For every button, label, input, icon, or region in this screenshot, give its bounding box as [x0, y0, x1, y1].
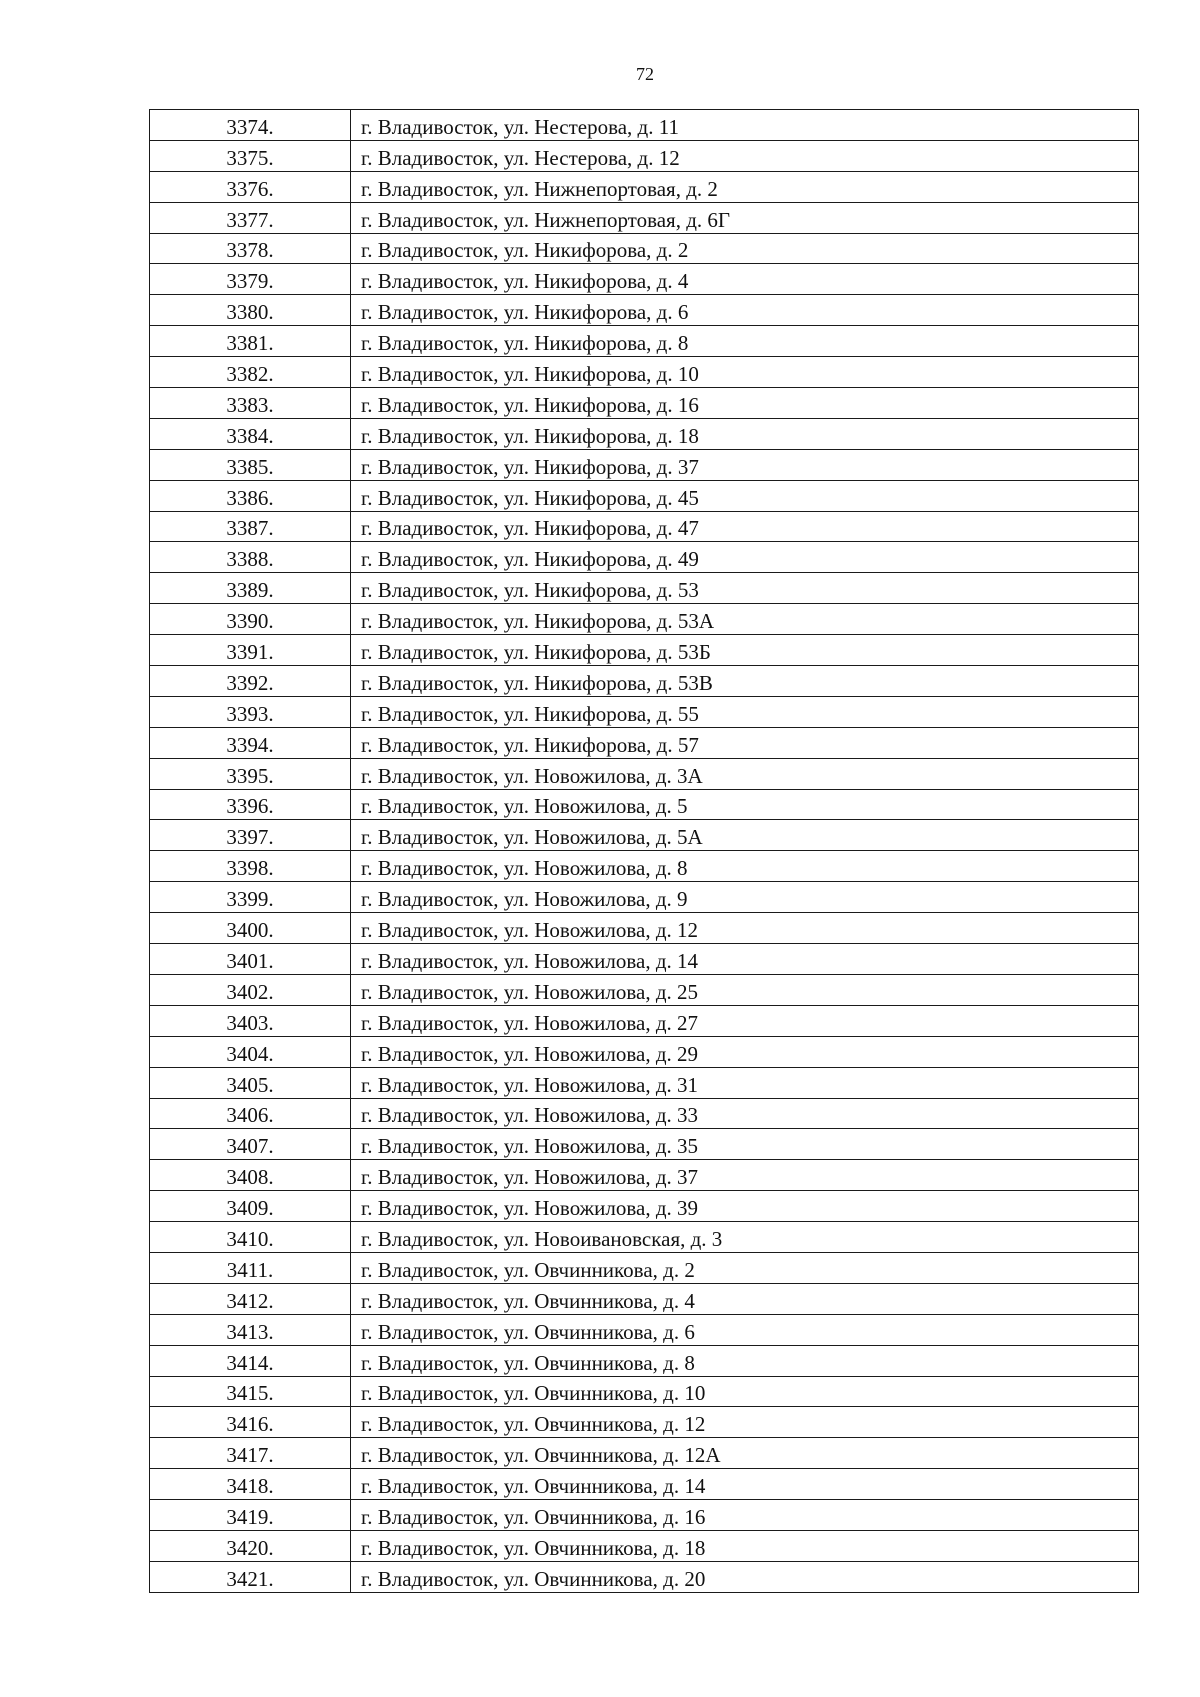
table-row [150, 202, 1139, 233]
address-cell: г. Владивосток, ул. Никифорова, д. 45 [351, 480, 1139, 511]
row-number-cell: 3386. [150, 480, 351, 511]
address-cell: г. Владивосток, ул. Никифорова, д. 53В [351, 666, 1139, 697]
address-cell: г. Владивосток, ул. Новожилова, д. 25 [351, 974, 1139, 1005]
address-cell: г. Владивосток, ул. Никифорова, д. 47 [351, 511, 1139, 542]
address-cell: г. Владивосток, ул. Новожилова, д. 29 [351, 1036, 1139, 1067]
page-number: 72 [636, 64, 654, 84]
table-row [150, 758, 1139, 789]
table-row [150, 1222, 1139, 1253]
row-number-cell: 3388. [150, 542, 351, 573]
row-number-cell: 3398. [150, 851, 351, 882]
row-number-cell: 3406. [150, 1098, 351, 1129]
address-cell: г. Владивосток, ул. Новожилова, д. 5 [351, 789, 1139, 820]
address-cell: г. Владивосток, ул. Новожилова, д. 27 [351, 1005, 1139, 1036]
table-row [150, 944, 1139, 975]
address-cell: г. Владивосток, ул. Овчинникова, д. 14 [351, 1469, 1139, 1500]
address-cell: г. Владивосток, ул. Новожилова, д. 3А [351, 758, 1139, 789]
table-row [150, 789, 1139, 820]
row-number-cell: 3407. [150, 1129, 351, 1160]
row-number-cell: 3376. [150, 171, 351, 202]
table-row [150, 388, 1139, 419]
row-number-cell: 3392. [150, 666, 351, 697]
table-row [150, 1160, 1139, 1191]
row-number-cell: 3399. [150, 882, 351, 913]
address-cell: г. Владивосток, ул. Новожилова, д. 8 [351, 851, 1139, 882]
table-row [150, 542, 1139, 573]
table-row [150, 264, 1139, 295]
table-row [150, 1191, 1139, 1222]
row-number-cell: 3416. [150, 1407, 351, 1438]
row-number-cell: 3383. [150, 388, 351, 419]
row-number-cell: 3394. [150, 727, 351, 758]
table-row [150, 666, 1139, 697]
address-cell: г. Владивосток, ул. Новожилова, д. 31 [351, 1067, 1139, 1098]
table-row [150, 1314, 1139, 1345]
row-number-cell: 3385. [150, 449, 351, 480]
address-cell: г. Владивосток, ул. Новожилова, д. 12 [351, 913, 1139, 944]
address-cell: г. Владивосток, ул. Овчинникова, д. 12А [351, 1438, 1139, 1469]
address-cell: г. Владивосток, ул. Никифорова, д. 2 [351, 233, 1139, 264]
row-number-cell: 3374. [150, 110, 351, 141]
row-number-cell: 3391. [150, 635, 351, 666]
table-row [150, 1005, 1139, 1036]
row-number-cell: 3417. [150, 1438, 351, 1469]
address-cell: г. Владивосток, ул. Никифорова, д. 53Б [351, 635, 1139, 666]
row-number-cell: 3418. [150, 1469, 351, 1500]
row-number-cell: 3380. [150, 295, 351, 326]
address-cell: г. Владивосток, ул. Овчинникова, д. 4 [351, 1283, 1139, 1314]
address-cell: г. Владивосток, ул. Никифорова, д. 57 [351, 727, 1139, 758]
table-row [150, 418, 1139, 449]
table-row [150, 1407, 1139, 1438]
address-cell: г. Владивосток, ул. Новожилова, д. 9 [351, 882, 1139, 913]
row-number-cell: 3421. [150, 1561, 351, 1592]
table-row [150, 974, 1139, 1005]
table-row [150, 1500, 1139, 1531]
row-number-cell: 3396. [150, 789, 351, 820]
table-row [150, 573, 1139, 604]
row-number-cell: 3420. [150, 1530, 351, 1561]
table-row [150, 1283, 1139, 1314]
table-row [150, 171, 1139, 202]
row-number-cell: 3414. [150, 1345, 351, 1376]
table-row [150, 480, 1139, 511]
address-cell: г. Владивосток, ул. Овчинникова, д. 2 [351, 1252, 1139, 1283]
address-cell: г. Владивосток, ул. Новожилова, д. 35 [351, 1129, 1139, 1160]
row-number-cell: 3411. [150, 1252, 351, 1283]
address-cell: г. Владивосток, ул. Никифорова, д. 8 [351, 326, 1139, 357]
address-cell: г. Владивосток, ул. Овчинникова, д. 16 [351, 1500, 1139, 1531]
address-table-body [150, 110, 1139, 1593]
row-number-cell: 3410. [150, 1222, 351, 1253]
table-row [150, 1345, 1139, 1376]
row-number-cell: 3375. [150, 140, 351, 171]
table-row [150, 140, 1139, 171]
table-row [150, 1438, 1139, 1469]
address-cell: г. Владивосток, ул. Овчинникова, д. 12 [351, 1407, 1139, 1438]
row-number-cell: 3381. [150, 326, 351, 357]
address-cell: г. Владивосток, ул. Никифорова, д. 37 [351, 449, 1139, 480]
table-row [150, 326, 1139, 357]
address-cell: г. Владивосток, ул. Новоивановская, д. 3 [351, 1222, 1139, 1253]
table-row [150, 357, 1139, 388]
row-number-cell: 3379. [150, 264, 351, 295]
row-number-cell: 3384. [150, 418, 351, 449]
address-cell: г. Владивосток, ул. Никифорова, д. 6 [351, 295, 1139, 326]
table-row [150, 727, 1139, 758]
address-cell: г. Владивосток, ул. Овчинникова, д. 20 [351, 1561, 1139, 1592]
table-row [150, 110, 1139, 141]
row-number-cell: 3413. [150, 1314, 351, 1345]
table-row [150, 511, 1139, 542]
row-number-cell: 3377. [150, 202, 351, 233]
row-number-cell: 3378. [150, 233, 351, 264]
row-number-cell: 3405. [150, 1067, 351, 1098]
address-cell: г. Владивосток, ул. Нестерова, д. 11 [351, 110, 1139, 141]
address-cell: г. Владивосток, ул. Овчинникова, д. 8 [351, 1345, 1139, 1376]
address-cell: г. Владивосток, ул. Нестерова, д. 12 [351, 140, 1139, 171]
table-row [150, 696, 1139, 727]
table-row [150, 449, 1139, 480]
address-cell: г. Владивосток, ул. Никифорова, д. 16 [351, 388, 1139, 419]
table-row [150, 1530, 1139, 1561]
table-row [150, 851, 1139, 882]
row-number-cell: 3395. [150, 758, 351, 789]
row-number-cell: 3419. [150, 1500, 351, 1531]
table-row [150, 604, 1139, 635]
table-row [150, 820, 1139, 851]
row-number-cell: 3390. [150, 604, 351, 635]
row-number-cell: 3400. [150, 913, 351, 944]
table-row [150, 882, 1139, 913]
address-cell: г. Владивосток, ул. Новожилова, д. 5А [351, 820, 1139, 851]
row-number-cell: 3402. [150, 974, 351, 1005]
table-row [150, 295, 1139, 326]
address-cell: г. Владивосток, ул. Никифорова, д. 4 [351, 264, 1139, 295]
row-number-cell: 3389. [150, 573, 351, 604]
address-cell: г. Владивосток, ул. Никифорова, д. 53А [351, 604, 1139, 635]
table-row [150, 1036, 1139, 1067]
address-cell: г. Владивосток, ул. Никифорова, д. 49 [351, 542, 1139, 573]
address-cell: г. Владивосток, ул. Новожилова, д. 39 [351, 1191, 1139, 1222]
table-row [150, 233, 1139, 264]
address-cell: г. Владивосток, ул. Овчинникова, д. 10 [351, 1376, 1139, 1407]
address-table [149, 109, 1139, 1593]
address-cell: г. Владивосток, ул. Новожилова, д. 37 [351, 1160, 1139, 1191]
table-row [150, 1129, 1139, 1160]
row-number-cell: 3409. [150, 1191, 351, 1222]
table-row [150, 635, 1139, 666]
address-cell: г. Владивосток, ул. Никифорова, д. 10 [351, 357, 1139, 388]
address-cell: г. Владивосток, ул. Новожилова, д. 14 [351, 944, 1139, 975]
row-number-cell: 3404. [150, 1036, 351, 1067]
row-number-cell: 3412. [150, 1283, 351, 1314]
table-row [150, 913, 1139, 944]
row-number-cell: 3415. [150, 1376, 351, 1407]
address-cell: г. Владивосток, ул. Нижнепортовая, д. 6Г [351, 202, 1139, 233]
table-row [150, 1098, 1139, 1129]
row-number-cell: 3397. [150, 820, 351, 851]
address-cell: г. Владивосток, ул. Овчинникова, д. 18 [351, 1530, 1139, 1561]
row-number-cell: 3382. [150, 357, 351, 388]
row-number-cell: 3401. [150, 944, 351, 975]
table-row [150, 1561, 1139, 1592]
table-row [150, 1376, 1139, 1407]
address-cell: г. Владивосток, ул. Никифорова, д. 18 [351, 418, 1139, 449]
address-cell: г. Владивосток, ул. Никифорова, д. 53 [351, 573, 1139, 604]
row-number-cell: 3403. [150, 1005, 351, 1036]
table-row [150, 1252, 1139, 1283]
row-number-cell: 3393. [150, 696, 351, 727]
address-cell: г. Владивосток, ул. Никифорова, д. 55 [351, 696, 1139, 727]
table-row [150, 1067, 1139, 1098]
address-cell: г. Владивосток, ул. Новожилова, д. 33 [351, 1098, 1139, 1129]
address-cell: г. Владивосток, ул. Нижнепортовая, д. 2 [351, 171, 1139, 202]
table-row [150, 1469, 1139, 1500]
address-cell: г. Владивосток, ул. Овчинникова, д. 6 [351, 1314, 1139, 1345]
row-number-cell: 3387. [150, 511, 351, 542]
row-number-cell: 3408. [150, 1160, 351, 1191]
